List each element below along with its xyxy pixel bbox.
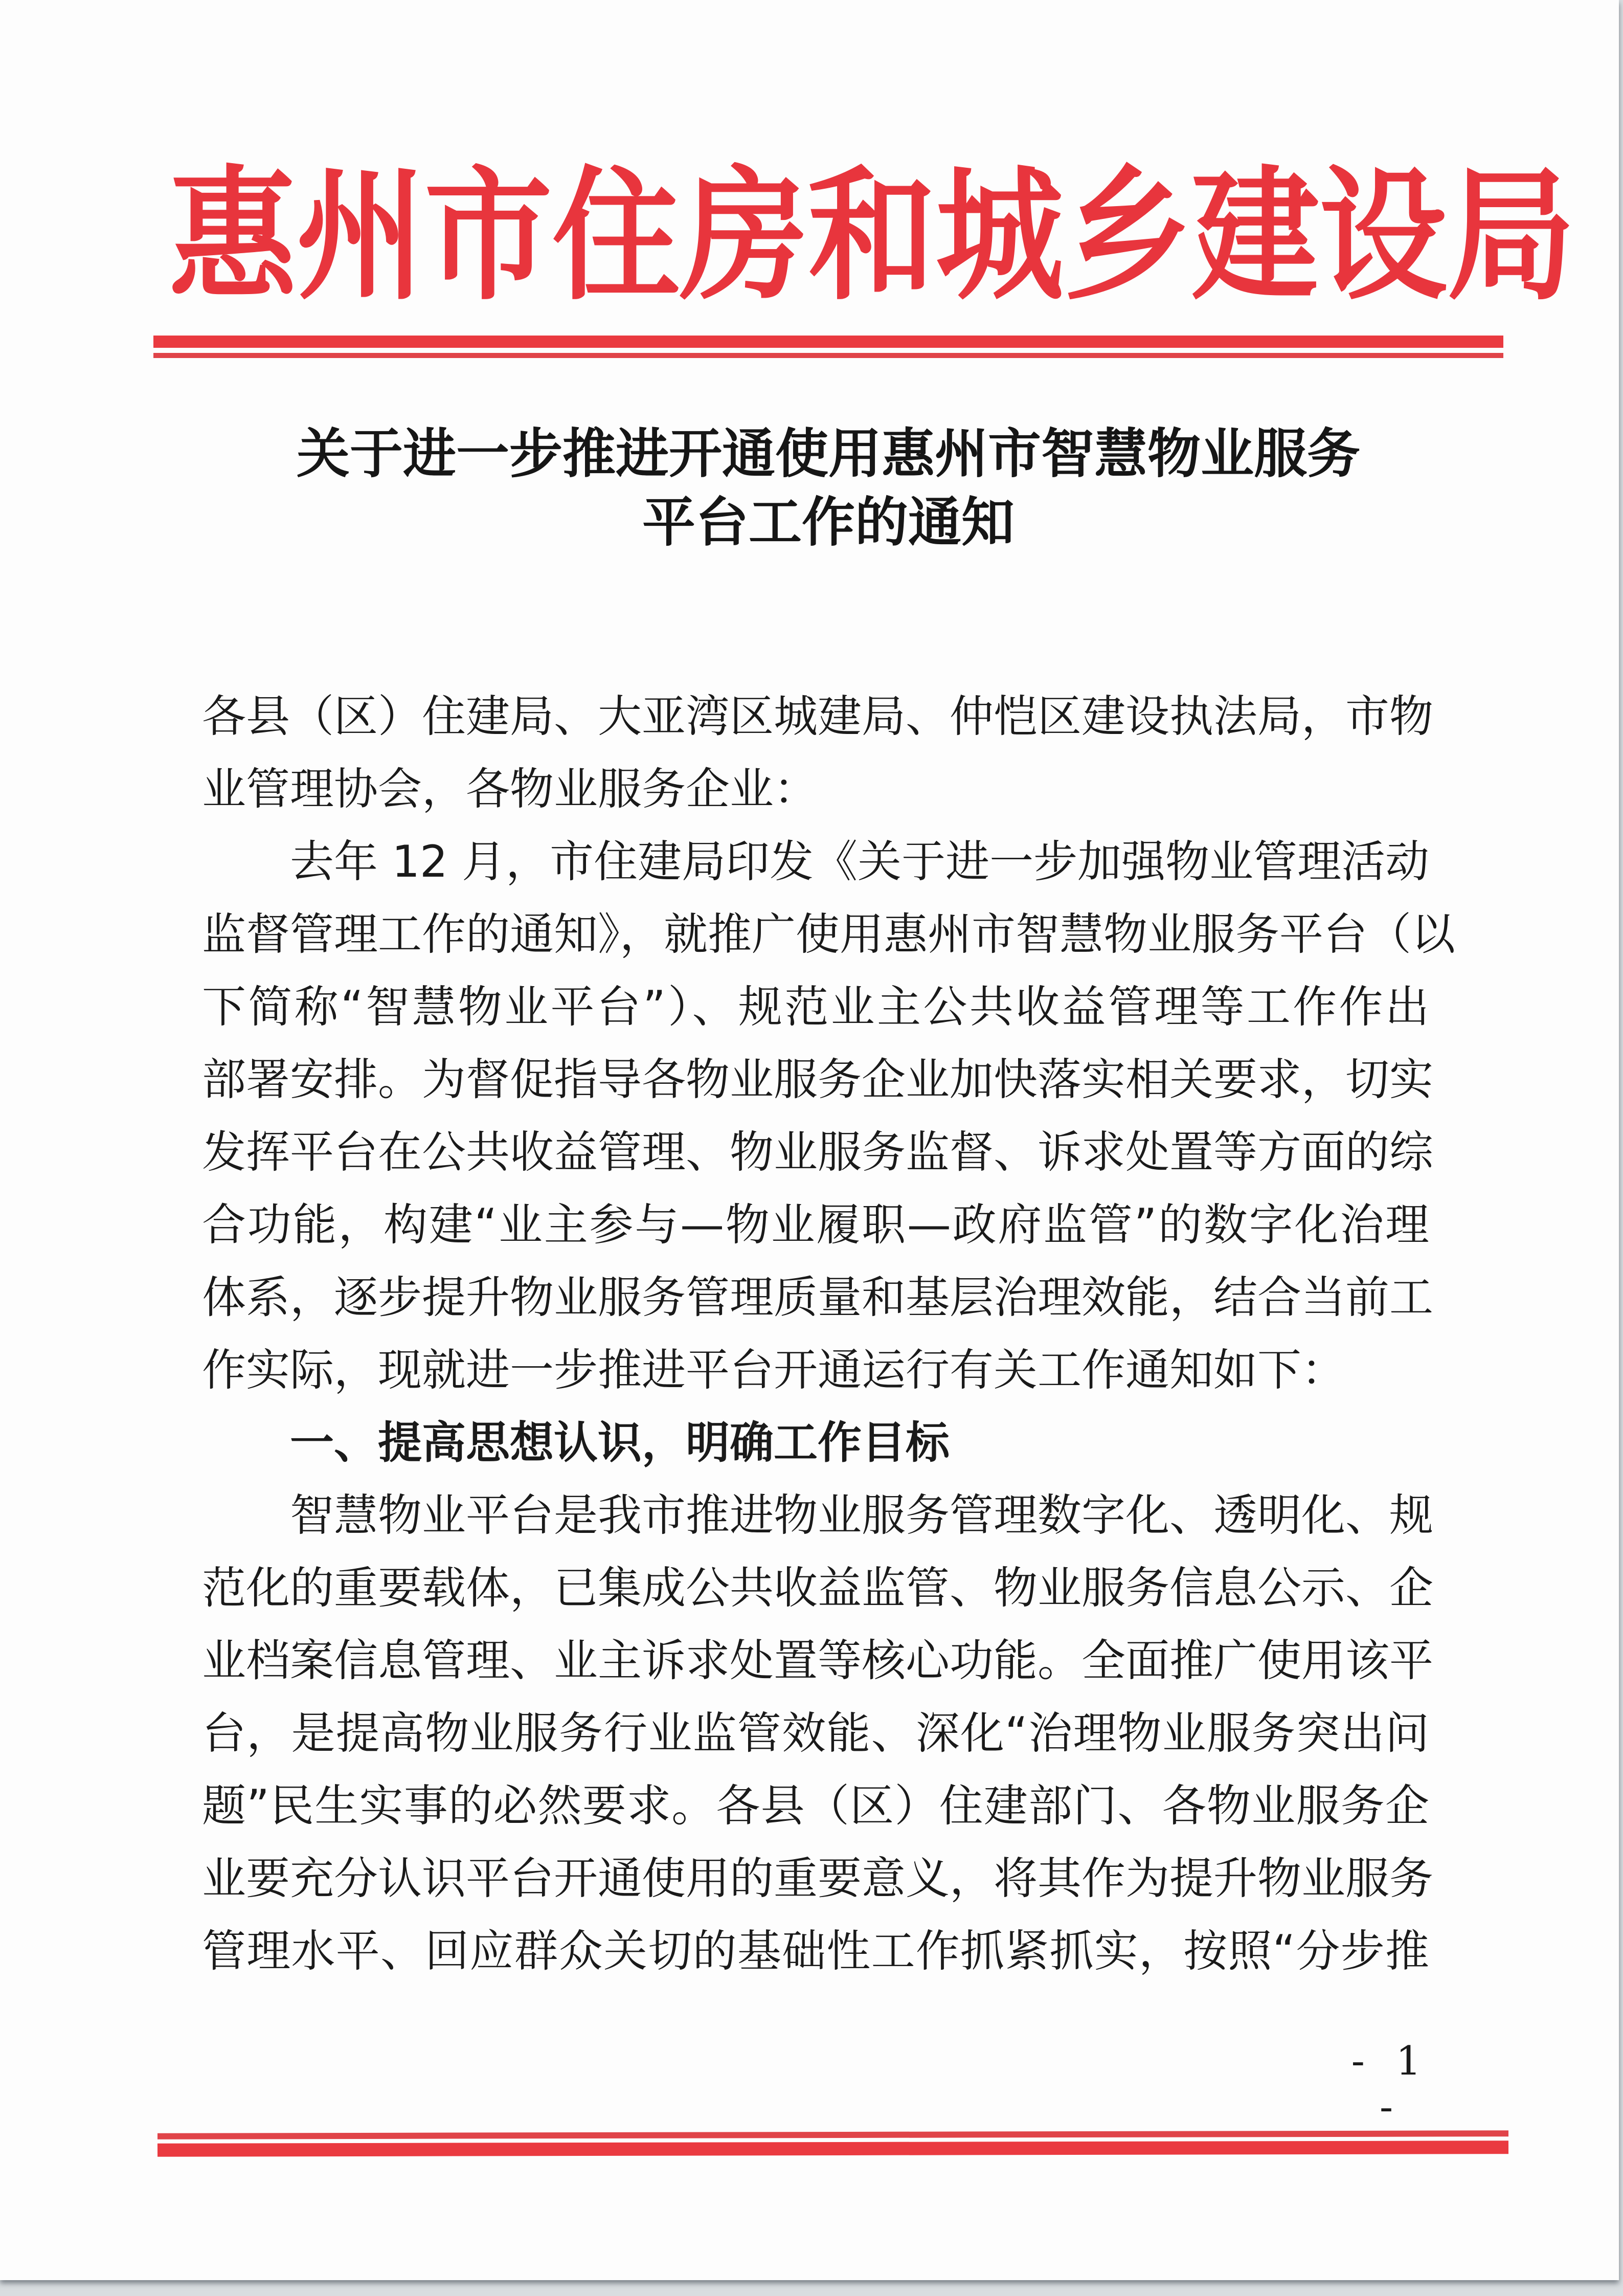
paragraph-line: 智慧物业平台是我市推进物业服务管理数字化、透明化、规	[290, 1490, 1433, 1541]
masthead-char: 和	[808, 151, 936, 320]
paragraph-line: 去年 12 月，市住建局印发《关于进一步加强物业管理活动	[290, 836, 1430, 887]
masthead-char: 房	[680, 151, 808, 320]
masthead-divider-thick	[153, 336, 1503, 348]
paragraph-line: 体系，逐步提升物业服务管理质量和基层治理效能，结合当前工	[202, 1272, 1433, 1323]
paragraph-line: 台，是提高物业服务行业监管效能、深化“治理物业服务突出问	[202, 1708, 1429, 1759]
paragraph-line: 管理水平、回应群众关切的基础性工作抓紧抓实，按照“分步推	[202, 1926, 1429, 1977]
masthead-char: 市	[424, 151, 552, 320]
paragraph-line: 合功能，构建“业主参与—物业履职—政府监管”的数字化治理	[202, 1199, 1429, 1251]
document-body	[202, 656, 1455, 1988]
footer-divider-thin	[157, 2130, 1508, 2139]
paragraph-line: 监督管理工作的通知》，就推广使用惠州市智慧物业服务平台（以	[202, 909, 1455, 960]
footer-divider-thick	[157, 2141, 1508, 2157]
document-title	[153, 419, 1503, 556]
paragraph-line: 业要充分认识平台开通使用的重要意义，将其作为提升物业服务	[202, 1853, 1433, 1904]
masthead-char: 城	[936, 151, 1064, 320]
masthead-char: 乡	[1064, 151, 1191, 320]
paragraph-line: 发挥平台在公共收益管理、物业服务监督、诉求处置等方面的综	[202, 1127, 1433, 1178]
section-heading: 一、提高思想认识，明确工作目标	[290, 1417, 950, 1468]
paragraph-line: 业档案信息管理、业主诉求处置等核心功能。全面推广使用该平	[202, 1635, 1433, 1686]
paragraph-line: 题”民生实事的必然要求。各县（区）住建部门、各物业服务企	[202, 1780, 1429, 1832]
masthead-char: 设	[1319, 151, 1447, 320]
addressee-line: 业管理协会，各物业服务企业：	[202, 764, 818, 815]
addressee-line: 各县（区）住建局、大亚湾区城建局、仲恺区建设执法局，市物	[202, 691, 1433, 742]
masthead-char: 惠	[169, 151, 297, 320]
title-line: 平台工作的通知	[642, 491, 1015, 553]
paragraph-line: 范化的重要载体，已集成公共收益监管、物业服务信息公示、企	[202, 1563, 1433, 1614]
paragraph-line: 下简称“智慧物业平台”）、规范业主公共收益管理等工作作出	[202, 982, 1429, 1033]
page-number: - 1 -	[1351, 2038, 1431, 2130]
masthead-char: 建	[1191, 151, 1319, 320]
masthead-agency-name	[169, 151, 1575, 320]
masthead-char: 住	[552, 151, 680, 320]
paragraph-line: 部署安排。为督促指导各物业服务企业加快落实相关要求，切实	[202, 1054, 1433, 1105]
masthead-char: 局	[1447, 151, 1575, 320]
paragraph-line: 作实际，现就进一步推进平台开通运行有关工作通知如下：	[202, 1345, 1345, 1396]
title-line: 关于进一步推进开通使用惠州市智慧物业服务	[296, 422, 1360, 485]
masthead-char: 州	[297, 151, 424, 320]
masthead-divider-thin	[153, 353, 1503, 358]
